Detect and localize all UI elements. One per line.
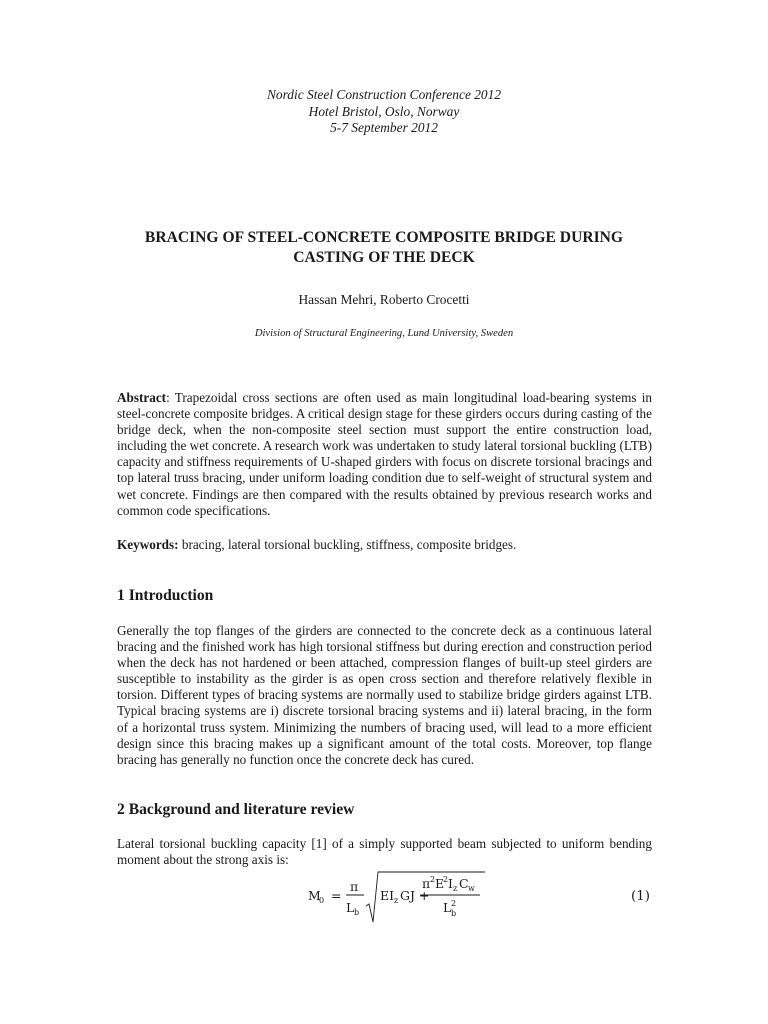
- eq-frac1-den-sub: b: [354, 908, 360, 917]
- equation-graphic: [300, 870, 500, 925]
- eq-frac2-E-sup: 2: [443, 875, 449, 884]
- abstract-text: : Trapezoidal cross sections are often used as main longitudinal load-bearing systems in steel-concrete composite bridges. A critical design stage for these girders occurs during casting of the bridge deck, when the non-composite steel section must support the entire construction load, including the wet concrete. A research work was undertaken to study lateral torsional buckling (LTB) capacity and stiffness requirements of U-shaped girders with focus on discrete torsional bracings and top lateral truss bracing, under uniform loading condition due to self-weight of structural system and wet concrete. Findings are then compared with the results obtained by previous research works and common code specifications.: [117, 390, 652, 518]
- eq-frac2-C-sub: w: [468, 884, 475, 893]
- eq-frac1-den: L: [346, 900, 355, 915]
- eq-frac2-den-sup: 2: [451, 899, 457, 908]
- background-paragraph: Lateral torsional buckling capacity [1] of a simply supported beam subjected to uniform bending moment about the strong axis is:: [117, 836, 652, 868]
- affiliation: Division of Structural Engineering, Lund University, Sweden: [254, 328, 514, 339]
- conference-venue: Hotel Bristol, Oslo, Norway: [308, 103, 460, 119]
- section-heading-background: 2 Background and literature review: [117, 801, 355, 818]
- keywords-text: bracing, lateral torsional buckling, stiffness, composite bridges.: [178, 537, 517, 552]
- eq-term1-tail: GJ +: [400, 888, 430, 903]
- abstract-label: Abstract: [117, 390, 167, 405]
- eq-frac2-I: I: [448, 876, 453, 891]
- eq-term1: EI: [380, 888, 395, 903]
- eq-frac2-C: C: [459, 876, 469, 891]
- paper-title: [90, 228, 678, 268]
- eq-frac2-pi: π: [422, 876, 431, 891]
- eq-lhs: M: [308, 888, 321, 903]
- eq-frac2-E: E: [435, 876, 445, 891]
- eq-frac2-den-sub: b: [451, 909, 457, 918]
- paper-title-line-1: BRACING OF STEEL-CONCRETE COMPOSITE BRIDGE DURING: [144, 229, 624, 246]
- equation-number: (1): [631, 889, 650, 904]
- eq-frac2-I-sub: z: [453, 884, 458, 893]
- eq-frac2-den: L: [443, 900, 452, 915]
- keywords-label: Keywords:: [117, 537, 179, 552]
- keywords: [117, 537, 652, 553]
- conference-header: [0, 87, 768, 137]
- eq-lhs-sub: 0: [319, 896, 325, 905]
- eq-term1-sub: z: [394, 896, 399, 905]
- equation-1: [300, 870, 500, 925]
- section-heading-introduction: 1 Introduction: [117, 587, 214, 604]
- eq-equals: =: [331, 888, 342, 903]
- conference-name: Nordic Steel Construction Conference 2012: [266, 87, 502, 102]
- introduction-paragraph: Generally the top flanges of the girders are connected to the concrete deck as a continuous lateral bracing and the finished work has high torsional stiffness but during erection and construction period when the deck has not hardened or been attached, compression flanges of built-up steel girders are susceptible to instability as the girder is as open cross section and therefore relatively flexible in torsion. Different types of bracing systems are normally used to stabilize bridge girders against LTB. Typical bracing systems are i) discrete torsional bracing systems and ii) lateral bracing, in the form of a horizontal truss system. Minimizing the numbers of bracing used, will lead to a more efficient design since this bracing makes up a significant amount of the total costs. Moreover, top flange bracing has generally no function once the concrete deck has cured.: [117, 623, 652, 767]
- paper-title-line-2: CASTING OF THE DECK: [293, 249, 475, 266]
- abstract: [117, 390, 652, 519]
- eq-frac1-num: π: [350, 879, 359, 894]
- eq-frac2-pi-sup: 2: [430, 875, 436, 884]
- conference-dates: 5-7 September 2012: [330, 120, 438, 135]
- authors: Hassan Mehri, Roberto Crocetti: [298, 292, 470, 307]
